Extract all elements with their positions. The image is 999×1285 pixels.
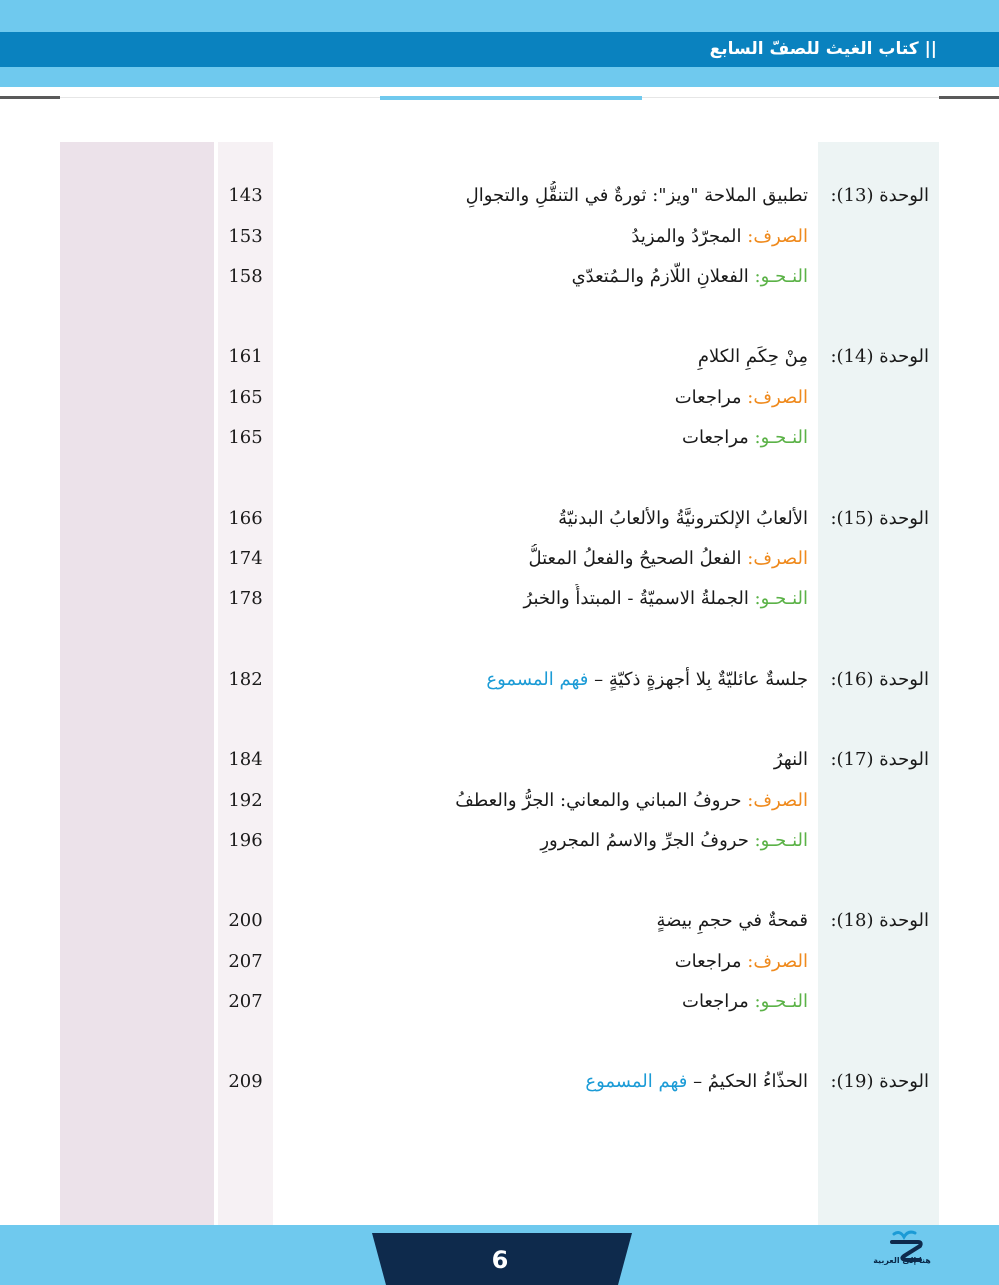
nahw-entry xyxy=(288,584,808,614)
listening-label: فهم المسموع xyxy=(486,669,589,690)
nahw-topic: مراجعات xyxy=(682,991,755,1012)
sarf-entry xyxy=(288,786,808,816)
side-margin-column xyxy=(60,142,214,1225)
sarf-label: الصرف: xyxy=(747,387,808,408)
lesson-title xyxy=(288,665,808,695)
sarf-entry xyxy=(288,222,808,252)
unit-label: الوحدة (17): xyxy=(830,749,929,770)
toc-row[interactable] xyxy=(218,181,939,211)
publisher-logo-text: هنا إلى العربية xyxy=(873,1256,931,1265)
unit-label: الوحدة (15): xyxy=(830,508,929,529)
sarf-label: الصرف: xyxy=(747,226,808,247)
sarf-topic: حروفُ المباني والمعاني: الجرُّ والعطفُ xyxy=(455,790,748,811)
sarf-label: الصرف: xyxy=(747,951,808,972)
nahw-entry xyxy=(288,262,808,292)
toc-row[interactable] xyxy=(218,222,939,252)
lesson-title: مِنْ حِكَمِ الكلامِ xyxy=(697,346,808,367)
listening-label: فهم المسموع xyxy=(585,1071,688,1092)
nahw-label: النـحـو: xyxy=(754,830,808,851)
toc-row[interactable] xyxy=(218,1067,939,1097)
toc-row[interactable] xyxy=(218,665,939,695)
toc-page: 153 xyxy=(228,226,263,247)
lesson-title: الألعابُ الإلكترونيَّةُ والألعابُ البدنيّةُ xyxy=(558,508,808,529)
lesson-title xyxy=(288,1067,808,1097)
unit-label: الوحدة (14): xyxy=(830,346,929,367)
toc-row[interactable] xyxy=(218,826,939,856)
nahw-entry xyxy=(288,423,808,453)
nahw-topic: الفعلانِ اللّازمُ والـمُتعدّي xyxy=(571,266,755,287)
unit-label: الوحدة (13): xyxy=(830,185,929,206)
page-number: 6 xyxy=(491,1246,509,1274)
toc-page: 209 xyxy=(228,1071,263,1092)
toc-page: 174 xyxy=(228,548,263,569)
toc-page: 207 xyxy=(228,991,263,1012)
divider-accent-right xyxy=(939,96,999,99)
toc-row[interactable] xyxy=(218,584,939,614)
toc-page: 178 xyxy=(228,588,263,609)
divider-accent-center xyxy=(380,96,642,100)
nahw-topic: مراجعات xyxy=(682,427,755,448)
sarf-topic: مراجعات xyxy=(674,951,748,972)
toc-page: 192 xyxy=(228,790,263,811)
toc-row[interactable] xyxy=(218,383,939,413)
toc-page: 184 xyxy=(228,749,263,770)
lesson-title: تطبيق الملاحة "ويز": ثورةٌ في التنقُّلِ والتجوالِ xyxy=(465,185,808,206)
toc-row[interactable] xyxy=(218,745,939,775)
toc-page: 207 xyxy=(228,951,263,972)
toc-page: 182 xyxy=(228,669,263,690)
toc-page: 143 xyxy=(228,185,263,206)
toc-row[interactable] xyxy=(218,906,939,936)
toc-row[interactable] xyxy=(218,262,939,292)
toc-page: 165 xyxy=(228,387,263,408)
nahw-label: النـحـو: xyxy=(754,427,808,448)
sarf-entry xyxy=(288,544,808,574)
nahw-topic: حروفُ الجرِّ والاسمُ المجرورِ xyxy=(540,830,755,851)
sarf-topic: مراجعات xyxy=(674,387,748,408)
divider-accent-left xyxy=(0,96,60,99)
unit-label: الوحدة (19): xyxy=(830,1071,929,1092)
book-title: || كتاب الغيث للصفّ السابع xyxy=(709,39,937,59)
toc-page: 200 xyxy=(228,910,263,931)
unit-label: الوحدة (18): xyxy=(830,910,929,931)
sarf-topic: المجرّدُ والمزيدُ xyxy=(631,226,748,247)
unit-label: الوحدة (16): xyxy=(830,669,929,690)
sarf-entry xyxy=(288,947,808,977)
toc-page: 196 xyxy=(228,830,263,851)
toc-row[interactable] xyxy=(218,342,939,372)
toc-page: 166 xyxy=(228,508,263,529)
toc-row[interactable] xyxy=(218,544,939,574)
toc-row[interactable] xyxy=(218,423,939,453)
nahw-label: النـحـو: xyxy=(754,588,808,609)
toc-row[interactable] xyxy=(218,504,939,534)
toc-row[interactable] xyxy=(218,786,939,816)
nahw-topic: الجملةُ الاسميّةُ - المبتدأُ والخبرُ xyxy=(523,588,755,609)
lesson-title: النهرُ xyxy=(773,749,808,770)
toc-page: 165 xyxy=(228,427,263,448)
sarf-label: الصرف: xyxy=(747,548,808,569)
nahw-label: النـحـو: xyxy=(754,266,808,287)
nahw-entry xyxy=(288,987,808,1017)
sarf-entry xyxy=(288,383,808,413)
sarf-label: الصرف: xyxy=(747,790,808,811)
nahw-label: النـحـو: xyxy=(754,991,808,1012)
header-band-top xyxy=(0,0,999,32)
toc-page: 161 xyxy=(228,346,263,367)
toc-row[interactable] xyxy=(218,947,939,977)
sarf-topic: الفعلُ الصحيحُ والفعلُ المعتلُّ xyxy=(528,548,748,569)
toc-page: 158 xyxy=(228,266,263,287)
lesson-title-text: جلسةٌ عائليّةٌ بِلا أجهزةٍ ذكيّةٍ – xyxy=(588,669,808,690)
nahw-entry xyxy=(288,826,808,856)
lesson-title: قمحةٌ في حجمِ بيضةٍ xyxy=(656,910,808,931)
publisher-logo-icon xyxy=(878,1228,934,1278)
header-band-bottom xyxy=(0,67,999,87)
lesson-title-text: الحذّاءُ الحكيمُ – xyxy=(687,1071,808,1092)
toc-row[interactable] xyxy=(218,987,939,1017)
